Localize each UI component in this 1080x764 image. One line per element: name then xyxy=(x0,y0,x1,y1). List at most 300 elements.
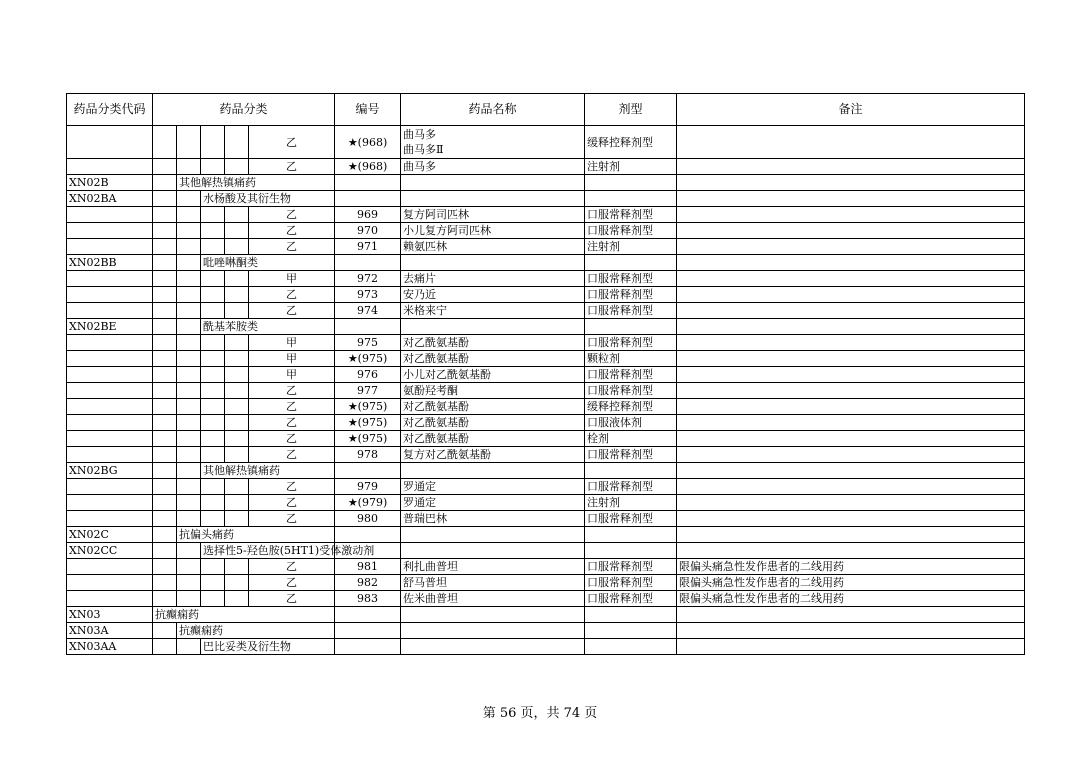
indent-cell xyxy=(225,511,249,527)
category-cell: 抗偏头痛药 xyxy=(177,527,335,543)
header-name: 药品名称 xyxy=(401,94,585,126)
indent-cell xyxy=(153,335,177,351)
table-row xyxy=(67,399,1025,415)
number-cell xyxy=(335,527,401,543)
indent-cell xyxy=(153,351,177,367)
remarks-cell xyxy=(677,207,1025,223)
code-cell xyxy=(67,591,153,607)
grade-cell: 乙 xyxy=(249,559,335,575)
number-cell xyxy=(335,175,401,191)
number-cell: 969 xyxy=(335,207,401,223)
drug-catalog-table xyxy=(66,93,1025,655)
number-cell xyxy=(335,463,401,479)
header-number: 编号 xyxy=(335,94,401,126)
indent-cell xyxy=(177,303,201,319)
grade-cell: 乙 xyxy=(249,591,335,607)
indent-cell xyxy=(225,271,249,287)
table-row xyxy=(67,191,1025,207)
name-cell: 曲马多 xyxy=(401,159,585,175)
code-cell xyxy=(67,159,153,175)
indent-cell xyxy=(201,367,225,383)
indent-cell xyxy=(177,367,201,383)
grade-cell: 甲 xyxy=(249,351,335,367)
name-cell: 普瑞巴林 xyxy=(401,511,585,527)
form-cell: 注射剂 xyxy=(585,239,677,255)
table-row xyxy=(67,639,1025,655)
category-cell: 抗癫痫药 xyxy=(177,623,335,639)
number-cell xyxy=(335,191,401,207)
indent-cell xyxy=(153,639,177,655)
indent-cell xyxy=(177,159,201,175)
category-cell: 酰基苯胺类 xyxy=(201,319,335,335)
category-cell: 其他解热镇痛药 xyxy=(201,463,335,479)
form-cell xyxy=(585,543,677,559)
name-cell: 对乙酰氨基酚 xyxy=(401,335,585,351)
remarks-cell xyxy=(677,159,1025,175)
remarks-cell xyxy=(677,367,1025,383)
form-cell: 口服常释剂型 xyxy=(585,447,677,463)
indent-cell xyxy=(153,415,177,431)
indent-cell xyxy=(177,271,201,287)
name-cell xyxy=(401,319,585,335)
indent-cell xyxy=(153,239,177,255)
indent-cell xyxy=(225,399,249,415)
indent-cell xyxy=(225,415,249,431)
code-cell xyxy=(67,223,153,239)
table-row xyxy=(67,159,1025,175)
indent-cell xyxy=(177,431,201,447)
form-cell xyxy=(585,255,677,271)
remarks-cell xyxy=(677,351,1025,367)
indent-cell xyxy=(201,447,225,463)
remarks-cell xyxy=(677,287,1025,303)
number-cell: ★(968) xyxy=(335,159,401,175)
indent-cell xyxy=(153,255,177,271)
indent-cell xyxy=(177,447,201,463)
name-cell: 对乙酰氨基酚 xyxy=(401,351,585,367)
remarks-cell xyxy=(677,319,1025,335)
table-row xyxy=(67,527,1025,543)
indent-cell xyxy=(201,287,225,303)
table-row xyxy=(67,319,1025,335)
table-row xyxy=(67,479,1025,495)
indent-cell xyxy=(153,271,177,287)
number-cell xyxy=(335,639,401,655)
name-cell: 复方对乙酰氨基酚 xyxy=(401,447,585,463)
name-cell: 小儿对乙酰氨基酚 xyxy=(401,367,585,383)
indent-cell xyxy=(153,175,177,191)
number-cell xyxy=(335,607,401,623)
indent-cell xyxy=(153,191,177,207)
code-cell: XN03A xyxy=(67,623,153,639)
indent-cell xyxy=(225,447,249,463)
name-cell: 安乃近 xyxy=(401,287,585,303)
indent-cell xyxy=(177,591,201,607)
indent-cell xyxy=(153,303,177,319)
name-cell: 小儿复方阿司匹林 xyxy=(401,223,585,239)
code-cell xyxy=(67,303,153,319)
form-cell: 口服常释剂型 xyxy=(585,511,677,527)
number-cell: 980 xyxy=(335,511,401,527)
table-row xyxy=(67,175,1025,191)
indent-cell xyxy=(225,367,249,383)
name-cell: 佐米曲普坦 xyxy=(401,591,585,607)
name-cell: 舒马普坦 xyxy=(401,575,585,591)
number-cell: 982 xyxy=(335,575,401,591)
grade-cell: 乙 xyxy=(249,303,335,319)
number-cell: ★(975) xyxy=(335,399,401,415)
table-row xyxy=(67,303,1025,319)
indent-cell xyxy=(201,575,225,591)
indent-cell xyxy=(153,223,177,239)
form-cell: 口服常释剂型 xyxy=(585,271,677,287)
indent-cell xyxy=(153,159,177,175)
indent-cell xyxy=(177,335,201,351)
table-row xyxy=(67,367,1025,383)
number-cell: 971 xyxy=(335,239,401,255)
indent-cell xyxy=(153,447,177,463)
remarks-cell xyxy=(677,239,1025,255)
table-row xyxy=(67,223,1025,239)
form-cell xyxy=(585,463,677,479)
code-cell: XN02B xyxy=(67,175,153,191)
grade-cell: 乙 xyxy=(249,431,335,447)
indent-cell xyxy=(201,207,225,223)
code-cell xyxy=(67,495,153,511)
table-row xyxy=(67,591,1025,607)
name-cell: 米格来宁 xyxy=(401,303,585,319)
remarks-cell xyxy=(677,126,1025,159)
indent-cell xyxy=(153,575,177,591)
name-cell xyxy=(401,639,585,655)
remarks-cell xyxy=(677,191,1025,207)
table-row xyxy=(67,351,1025,367)
number-cell: ★(975) xyxy=(335,415,401,431)
grade-cell: 乙 xyxy=(249,223,335,239)
number-cell xyxy=(335,255,401,271)
indent-cell xyxy=(177,239,201,255)
indent-cell xyxy=(177,639,201,655)
indent-cell xyxy=(225,383,249,399)
indent-cell xyxy=(225,239,249,255)
grade-cell: 乙 xyxy=(249,383,335,399)
name-cell xyxy=(401,175,585,191)
form-cell xyxy=(585,527,677,543)
indent-cell xyxy=(153,591,177,607)
table-row xyxy=(67,511,1025,527)
remarks-cell xyxy=(677,255,1025,271)
table-row xyxy=(67,126,1025,159)
form-cell: 口服常释剂型 xyxy=(585,287,677,303)
indent-cell xyxy=(225,495,249,511)
table-header-row xyxy=(67,94,1025,126)
name-cell xyxy=(401,126,585,159)
indent-cell xyxy=(177,191,201,207)
table-row xyxy=(67,463,1025,479)
name-cell: 罗通定 xyxy=(401,479,585,495)
header-code: 药品分类代码 xyxy=(67,94,153,126)
number-cell: 976 xyxy=(335,367,401,383)
code-cell: XN02C xyxy=(67,527,153,543)
indent-cell xyxy=(177,399,201,415)
form-cell: 缓释控释剂型 xyxy=(585,126,677,159)
indent-cell xyxy=(225,126,249,159)
number-cell: 974 xyxy=(335,303,401,319)
remarks-cell xyxy=(677,543,1025,559)
grade-cell: 乙 xyxy=(249,479,335,495)
code-cell xyxy=(67,383,153,399)
indent-cell xyxy=(201,126,225,159)
code-cell: XN02CC xyxy=(67,543,153,559)
indent-cell xyxy=(225,575,249,591)
form-cell: 口服液体剂 xyxy=(585,415,677,431)
remarks-cell: 限偏头痛急性发作患者的二线用药 xyxy=(677,559,1025,575)
number-cell xyxy=(335,623,401,639)
table-row xyxy=(67,383,1025,399)
grade-cell: 乙 xyxy=(249,399,335,415)
category-cell: 抗癫痫药 xyxy=(153,607,335,623)
code-cell xyxy=(67,575,153,591)
table-row xyxy=(67,495,1025,511)
form-cell xyxy=(585,623,677,639)
grade-cell: 甲 xyxy=(249,271,335,287)
code-cell xyxy=(67,479,153,495)
number-cell: 975 xyxy=(335,335,401,351)
number-cell: 978 xyxy=(335,447,401,463)
code-cell xyxy=(67,271,153,287)
code-cell: XN03AA xyxy=(67,639,153,655)
grade-cell: 乙 xyxy=(249,447,335,463)
remarks-cell xyxy=(677,303,1025,319)
form-cell: 口服常释剂型 xyxy=(585,223,677,239)
form-cell: 口服常释剂型 xyxy=(585,335,677,351)
grade-cell: 乙 xyxy=(249,126,335,159)
number-cell xyxy=(335,319,401,335)
indent-cell xyxy=(153,511,177,527)
code-cell xyxy=(67,447,153,463)
name-cell xyxy=(401,527,585,543)
name-cell xyxy=(401,255,585,271)
form-cell: 口服常释剂型 xyxy=(585,591,677,607)
indent-cell xyxy=(153,527,177,543)
header-category: 药品分类 xyxy=(153,94,335,126)
form-cell: 口服常释剂型 xyxy=(585,303,677,319)
indent-cell xyxy=(225,303,249,319)
remarks-cell xyxy=(677,495,1025,511)
grade-cell: 甲 xyxy=(249,367,335,383)
code-cell xyxy=(67,287,153,303)
indent-cell xyxy=(153,207,177,223)
indent-cell xyxy=(153,319,177,335)
number-cell: ★(968) xyxy=(335,126,401,159)
form-cell: 注射剂 xyxy=(585,495,677,511)
indent-cell xyxy=(153,479,177,495)
header-form: 剂型 xyxy=(585,94,677,126)
category-cell: 水杨酸及其衍生物 xyxy=(201,191,335,207)
name-cell: 罗通定 xyxy=(401,495,585,511)
name-cell: 对乙酰氨基酚 xyxy=(401,415,585,431)
remarks-cell xyxy=(677,175,1025,191)
category-cell: 吡唑啉酮类 xyxy=(201,255,335,271)
form-cell xyxy=(585,607,677,623)
form-cell: 口服常释剂型 xyxy=(585,479,677,495)
grade-cell: 乙 xyxy=(249,207,335,223)
indent-cell xyxy=(153,431,177,447)
number-cell: ★(979) xyxy=(335,495,401,511)
indent-cell xyxy=(201,303,225,319)
grade-cell: 乙 xyxy=(249,495,335,511)
indent-cell xyxy=(177,415,201,431)
code-cell xyxy=(67,511,153,527)
table-row xyxy=(67,271,1025,287)
indent-cell xyxy=(201,335,225,351)
page-footer: 第 56 页，共 74 页 xyxy=(482,706,598,721)
category-cell: 其他解热镇痛药 xyxy=(177,175,335,191)
number-cell: ★(975) xyxy=(335,351,401,367)
form-cell: 颗粒剂 xyxy=(585,351,677,367)
remarks-cell xyxy=(677,415,1025,431)
indent-cell xyxy=(177,383,201,399)
code-cell xyxy=(67,415,153,431)
table-row xyxy=(67,239,1025,255)
name-cell xyxy=(401,607,585,623)
number-cell: 973 xyxy=(335,287,401,303)
name-cell xyxy=(401,623,585,639)
indent-cell xyxy=(201,431,225,447)
indent-cell xyxy=(153,543,177,559)
indent-cell xyxy=(201,223,225,239)
indent-cell xyxy=(201,495,225,511)
grade-cell: 甲 xyxy=(249,335,335,351)
table-row xyxy=(67,447,1025,463)
code-cell xyxy=(67,367,153,383)
name-cell: 赖氨匹林 xyxy=(401,239,585,255)
code-cell: XN02BG xyxy=(67,463,153,479)
remarks-cell xyxy=(677,383,1025,399)
table-row xyxy=(67,415,1025,431)
indent-cell xyxy=(177,559,201,575)
form-cell: 口服常释剂型 xyxy=(585,575,677,591)
form-cell: 口服常释剂型 xyxy=(585,383,677,399)
table-row xyxy=(67,431,1025,447)
indent-cell xyxy=(201,399,225,415)
remarks-cell xyxy=(677,271,1025,287)
indent-cell xyxy=(153,623,177,639)
remarks-cell: 限偏头痛急性发作患者的二线用药 xyxy=(677,575,1025,591)
form-cell: 栓剂 xyxy=(585,431,677,447)
indent-cell xyxy=(153,463,177,479)
remarks-cell xyxy=(677,639,1025,655)
indent-cell xyxy=(225,559,249,575)
remarks-cell xyxy=(677,623,1025,639)
remarks-cell xyxy=(677,223,1025,239)
name-line: 曲马多 xyxy=(403,128,437,141)
indent-cell xyxy=(153,287,177,303)
indent-cell xyxy=(201,383,225,399)
number-cell: ★(975) xyxy=(335,431,401,447)
code-cell xyxy=(67,399,153,415)
indent-cell xyxy=(201,239,225,255)
number-cell: 970 xyxy=(335,223,401,239)
indent-cell xyxy=(201,415,225,431)
code-cell: XN02BA xyxy=(67,191,153,207)
category-cell: 选择性5-羟色胺(5HT1)受体激动剂 xyxy=(201,543,335,559)
form-cell xyxy=(585,639,677,655)
indent-cell xyxy=(153,383,177,399)
indent-cell xyxy=(201,271,225,287)
code-cell xyxy=(67,431,153,447)
form-cell: 注射剂 xyxy=(585,159,677,175)
form-cell xyxy=(585,319,677,335)
name-cell: 对乙酰氨基酚 xyxy=(401,431,585,447)
indent-cell xyxy=(201,351,225,367)
remarks-cell xyxy=(677,399,1025,415)
grade-cell: 乙 xyxy=(249,575,335,591)
indent-cell xyxy=(177,575,201,591)
indent-cell xyxy=(153,559,177,575)
indent-cell xyxy=(225,431,249,447)
indent-cell xyxy=(201,159,225,175)
name-cell xyxy=(401,463,585,479)
table-row xyxy=(67,207,1025,223)
grade-cell: 乙 xyxy=(249,239,335,255)
indent-cell xyxy=(177,126,201,159)
indent-cell xyxy=(225,591,249,607)
code-cell xyxy=(67,351,153,367)
indent-cell xyxy=(177,319,201,335)
indent-cell xyxy=(153,367,177,383)
indent-cell xyxy=(177,511,201,527)
remarks-cell xyxy=(677,335,1025,351)
indent-cell xyxy=(177,255,201,271)
name-cell: 复方阿司匹林 xyxy=(401,207,585,223)
table-row xyxy=(67,559,1025,575)
number-cell: 979 xyxy=(335,479,401,495)
remarks-cell: 限偏头痛急性发作患者的二线用药 xyxy=(677,591,1025,607)
grade-cell: 乙 xyxy=(249,511,335,527)
form-cell: 口服常释剂型 xyxy=(585,559,677,575)
remarks-cell xyxy=(677,607,1025,623)
remarks-cell xyxy=(677,511,1025,527)
indent-cell xyxy=(225,159,249,175)
number-cell: 981 xyxy=(335,559,401,575)
table-row xyxy=(67,287,1025,303)
indent-cell xyxy=(177,351,201,367)
code-cell: XN03 xyxy=(67,607,153,623)
grade-cell: 乙 xyxy=(249,287,335,303)
remarks-cell xyxy=(677,463,1025,479)
table-row xyxy=(67,335,1025,351)
indent-cell xyxy=(177,495,201,511)
name-line: 曲马多Ⅱ xyxy=(403,143,444,156)
form-cell: 口服常释剂型 xyxy=(585,207,677,223)
form-cell xyxy=(585,175,677,191)
name-cell xyxy=(401,543,585,559)
table-row xyxy=(67,575,1025,591)
form-cell: 口服常释剂型 xyxy=(585,367,677,383)
indent-cell xyxy=(153,495,177,511)
grade-cell: 乙 xyxy=(249,159,335,175)
table-row xyxy=(67,607,1025,623)
indent-cell xyxy=(225,287,249,303)
code-cell: XN02BE xyxy=(67,319,153,335)
name-cell xyxy=(401,191,585,207)
indent-cell xyxy=(225,479,249,495)
table-row xyxy=(67,255,1025,271)
code-cell xyxy=(67,239,153,255)
indent-cell xyxy=(177,287,201,303)
indent-cell xyxy=(225,223,249,239)
